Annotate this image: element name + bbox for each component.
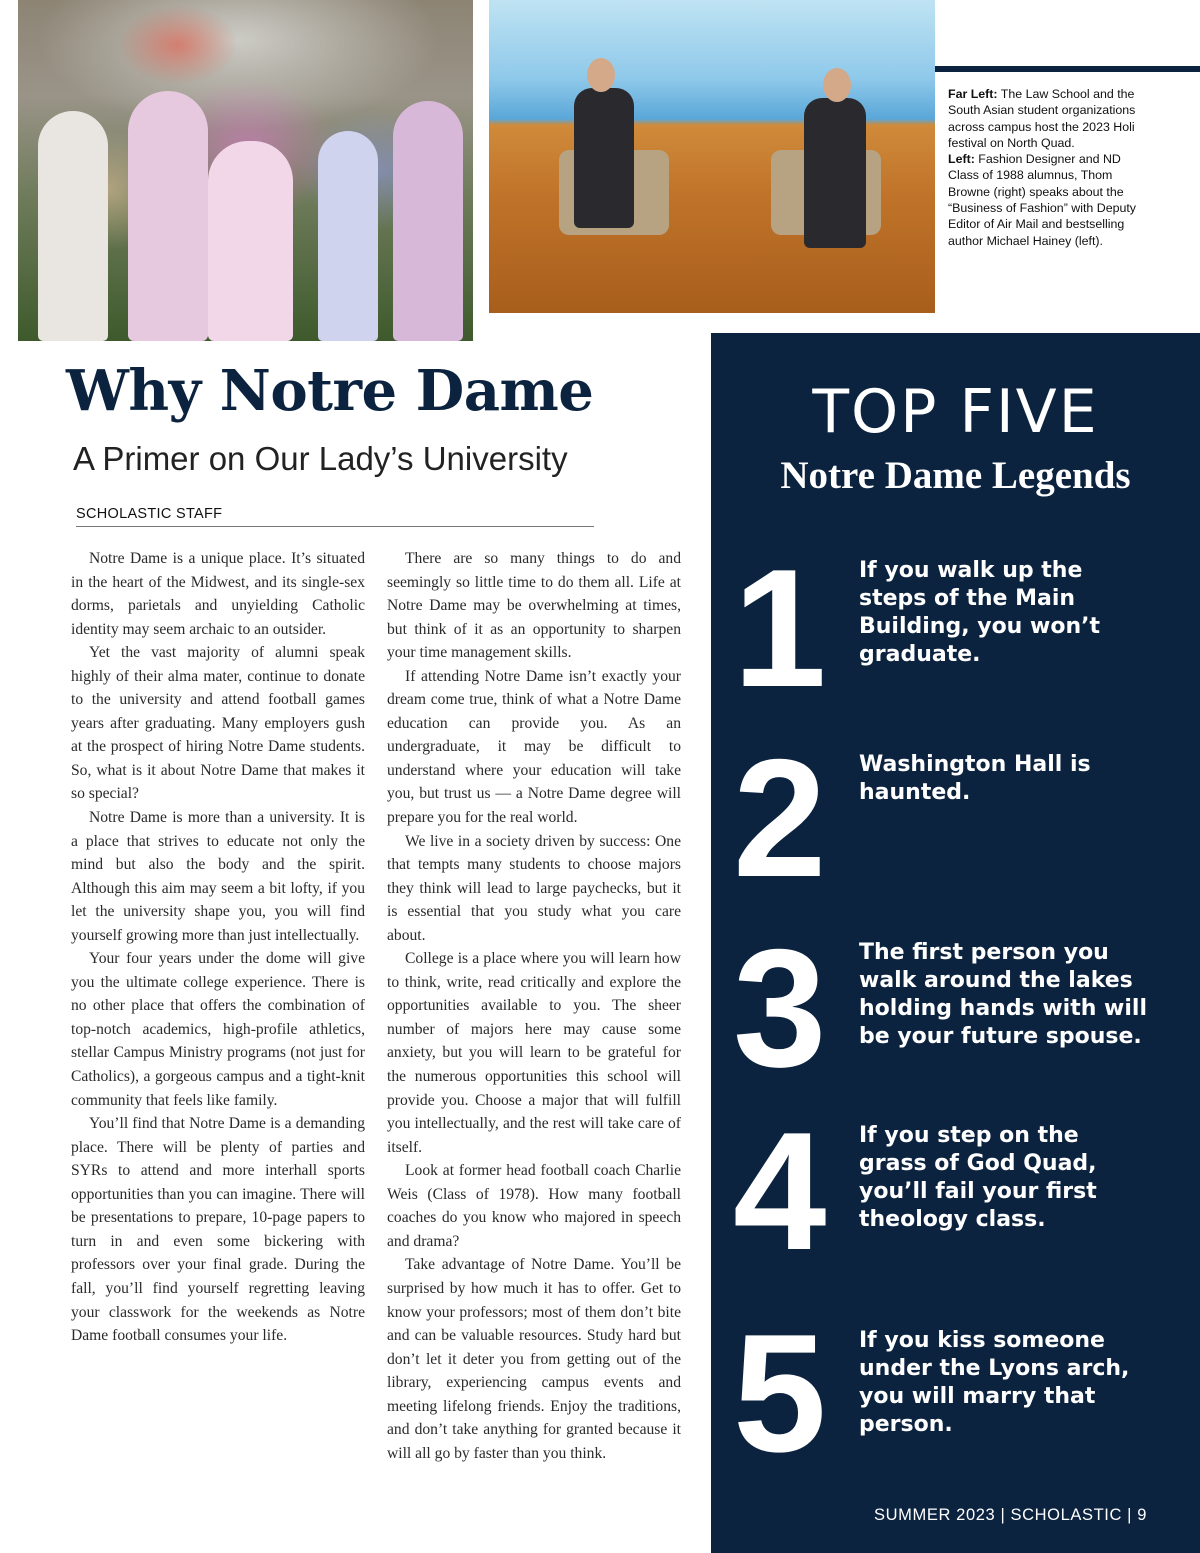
top-five-sidebar (711, 333, 1200, 1553)
crowd-figure (128, 91, 208, 341)
thom-browne-talk-photo (489, 0, 935, 313)
speaker-right-head (823, 68, 851, 102)
legend-text-1: If you walk up the steps of the Main Building, you won’t graduate. (859, 558, 1100, 667)
legend-text-3: The first person you walk around the lakes holding hands with will be your future spouse. (859, 940, 1147, 1049)
caption-rule (935, 66, 1200, 72)
paragraph: Take advantage of Notre Dame. You’ll be surprised by how much it has to offer. Get to know your professors; most of them don’t bite and can be valuable resources. Study hard but don’t let it deter you from getting out of the library, experiencing campus events and meeting lifelong friends. Enjoy the traditions, and don’t take anything for granted because it will all go by faster than you think. (387, 1256, 681, 1462)
legend-number-1: 1 (733, 534, 827, 722)
legend-text-2: Washington Hall is haunted. (859, 752, 1091, 805)
caption-left-label: Left: (948, 152, 975, 167)
speaker-left (574, 88, 634, 228)
paragraph: Notre Dame is a unique place. It’s situated in the heart of the Midwest, and its single-sex dorms, parietals and unyielding Catholic identity may seem archaic to an outsider. (71, 550, 365, 638)
holi-festival-photo (18, 0, 473, 341)
paragraph: Notre Dame is more than a university. It is a place that strives to educate not only the mind but also the body and the spirit. Although this aim may seem a bit lofty, if you let the university shape you, you will find yourself growing more than just intellectually. (71, 809, 365, 944)
article-column-left (71, 547, 365, 1348)
crowd-figure (318, 131, 378, 341)
photo-caption (948, 86, 1148, 249)
caption-far-left-text: The Law School and the South Asian student organizations across campus host the 2023 Holi festival on North Quad. (948, 87, 1136, 150)
crowd-figure (208, 141, 293, 341)
caption-left-text: Fashion Designer and ND Class of 1988 alumnus, Thom Browne (right) speaks about the “Business of Fashion” with Deputy Editor of Air Mail and bestselling author Michael Hainey (left). (948, 152, 1137, 248)
speaker-right (804, 98, 866, 248)
paragraph: There are so many things to do and seemingly so little time to do them all. Life at Notre Dame may be overwhelming at times, but think of it as an opportunity to sharpen your time management skills. (387, 550, 681, 662)
paragraph: If attending Notre Dame isn’t exactly your dream come true, think of what a Notre Dame education can provide you. As an undergraduate, it may be difficult to understand where your education will take you, but trust us — a Notre Dame degree will prepare you for the real world. (387, 667, 681, 827)
caption-far-left-label: Far Left: (948, 87, 998, 101)
legend-text-5: If you kiss someone under the Lyons arch, you will marry that person. (859, 1328, 1130, 1437)
article-title: Why Notre Dame (66, 358, 594, 424)
paragraph: Look at former head football coach Charlie Weis (Class of 1978). How many football coaches do you know who majored in speech and drama? (387, 1162, 681, 1250)
legend-text-4: If you step on the grass of God Quad, you’ll fail your first theology class. (859, 1123, 1097, 1232)
legend-number-5: 5 (733, 1299, 827, 1487)
sidebar-title: TOP FIVE (812, 377, 1099, 447)
paragraph: Your four years under the dome will give you the ultimate college experience. There is no other place that offers the combination of top-notch academics, high-profile athletics, stellar Campus Ministry programs (not just for Catholics), a gorgeous campus and a tight-knit community that feels like family. (71, 950, 365, 1109)
article-column-right (387, 547, 681, 1465)
legend-number-2: 2 (733, 724, 827, 912)
article-subtitle: A Primer on Our Lady’s University (73, 440, 568, 477)
paragraph: You’ll find that Notre Dame is a demanding place. There will be plenty of parties and SYRs to attend and more interhall sports opportunities than you can imagine. There will be presentations to prepare, 10-page papers to turn in and even some bickering with professors over your final grade. During the fall, you’ll find yourself regretting leaving your classwork for the weekends as Notre Dame football consumes your life. (71, 1115, 365, 1345)
legend-number-3: 3 (733, 914, 827, 1102)
byline: SCHOLASTIC STAFF (76, 506, 594, 527)
crowd-figure (38, 111, 108, 341)
page-footer: SUMMER 2023 | SCHOLASTIC | 9 (874, 1506, 1147, 1524)
paragraph: We live in a society driven by success: One that tempts many students to choose majors they think will lead to large paychecks, but it is essential that you study what you care about. (387, 832, 681, 944)
legend-number-4: 4 (733, 1097, 827, 1285)
paragraph: Yet the vast majority of alumni speak highly of their alma mater, continue to donate to the university and attend football games years after graduating. Many employers gush at the prospect of hiring Notre Dame students. So, what is it about Notre Dame that makes it so special? (71, 644, 365, 803)
crowd-figure (393, 101, 463, 341)
sidebar-subtitle: Notre Dame Legends (780, 454, 1131, 497)
speaker-left-head (587, 58, 615, 92)
paragraph: College is a place where you will learn how to think, write, read critically and explore the opportunities available to you. The sheer number of majors here may cause some anxiety, but you will learn to be grateful for the numerous opportunities this school will provide you. Choose a major that will fulfill you intellectually, and the rest will take care of itself. (387, 950, 681, 1156)
